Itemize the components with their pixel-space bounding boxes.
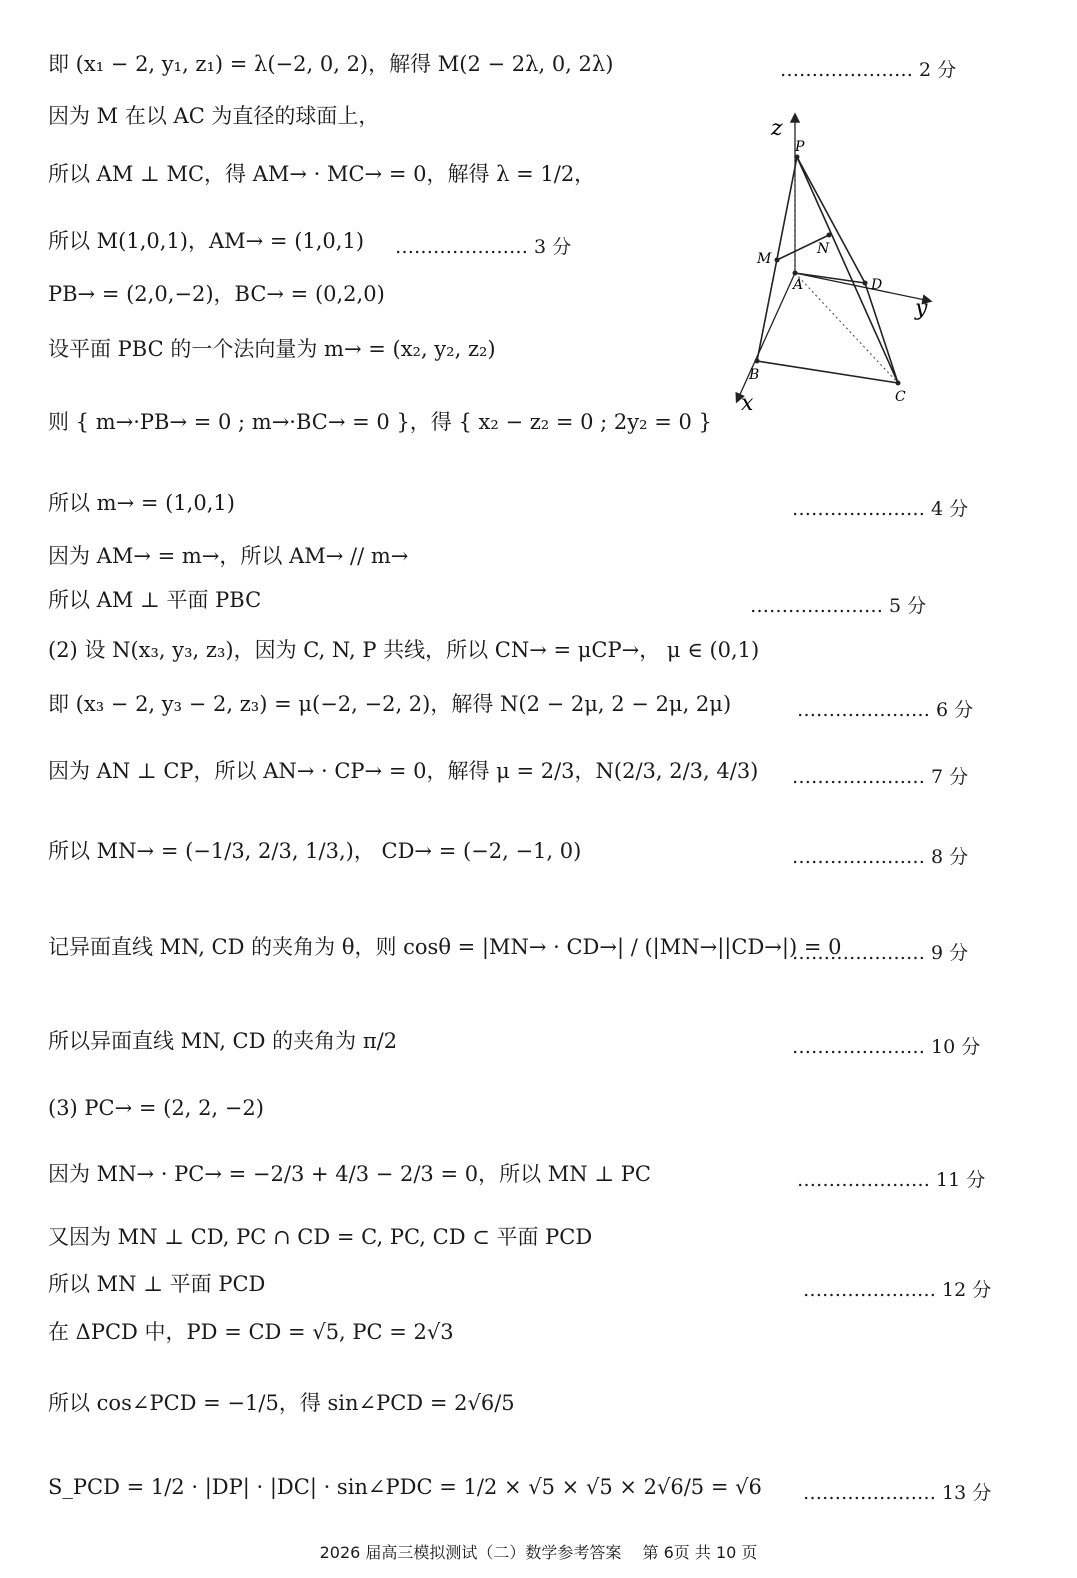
edge-BC	[757, 361, 898, 383]
footer-page: 第 6页 共 10 页	[642, 1543, 758, 1562]
edge-AD	[795, 273, 865, 283]
points-4: ………………… 4 分	[792, 498, 969, 520]
points-11: ………………… 11 分	[797, 1169, 986, 1191]
label-B: B	[749, 367, 760, 383]
label-C: C	[895, 389, 906, 405]
line-3: 所以 AM ⊥ MC，得 AM→ · MC→ = 0，解得 λ = 1/2，	[48, 162, 596, 186]
line-12: 即 (x₃ − 2, y₃ − 2, z₃) = μ(−2, −2, 2)，解得 N(2 − 2μ, 2 − 2μ, 2μ)	[48, 692, 732, 716]
line-2: 因为 M 在以 AC 为直径的球面上，	[48, 104, 380, 128]
line-17: (3) PC→ = (2, 2, −2)	[48, 1096, 264, 1120]
footer-title: 2026 届高三模拟测试（二）数学参考答案	[319, 1543, 622, 1562]
label-P: P	[795, 139, 805, 155]
line-14: 所以 MN→ = (−1/3, 2/3, 1/3,)， CD→ = (−2, −1, 0)	[48, 839, 582, 863]
line-11: (2) 设 N(x₃, y₃, z₃)，因为 C, N, P 共线，所以 CN→ = μCP→， μ ∈ (0,1)	[48, 638, 760, 662]
points-10: ………………… 10 分	[792, 1036, 981, 1058]
line-4: 所以 M(1,0,1)，AM→ = (1,0,1)	[48, 229, 365, 253]
label-A: A	[793, 277, 804, 293]
points-2: ………………… 2 分	[780, 59, 957, 81]
x-axis	[737, 273, 795, 401]
line-18: 因为 MN→ · PC→ = −2/3 + 4/3 − 2/3 = 0，所以 MN ⊥ PC	[48, 1162, 651, 1186]
label-N: N	[817, 241, 830, 257]
points-8: ………………… 8 分	[792, 846, 969, 868]
points-5: ………………… 5 分	[750, 595, 927, 617]
label-x: x	[741, 391, 754, 416]
line-6: 设平面 PBC 的一个法向量为 m→ = (x₂, y₂, z₂)	[48, 337, 496, 361]
points-7: ………………… 7 分	[792, 766, 969, 788]
line-16: 所以异面直线 MN, CD 的夹角为 π/2	[48, 1029, 398, 1053]
line-8: 所以 m→ = (1,0,1)	[48, 491, 235, 515]
label-z: z	[771, 116, 783, 141]
points-9: ………………… 9 分	[792, 942, 969, 964]
pyramid-figure	[725, 105, 965, 425]
line-22: 所以 cos∠PCD = −1/5，得 sin∠PCD = 2√6/5	[48, 1391, 515, 1415]
edge-PD	[797, 157, 865, 283]
label-D: D	[871, 277, 883, 293]
edge-DC	[865, 283, 898, 383]
label-M: M	[757, 251, 772, 267]
line-9: 因为 AM→ = m→，所以 AM→ // m→	[48, 544, 409, 568]
edge-PC	[797, 157, 898, 383]
label-y: y	[915, 296, 928, 321]
line-5: PB→ = (2,0,−2)，BC→ = (0,2,0)	[48, 282, 385, 306]
line-10: 所以 AM ⊥ 平面 PBC	[48, 588, 262, 612]
line-1: 即 (x₁ − 2, y₁, z₁) = λ(−2, 0, 2)，解得 M(2 − 2λ, 0, 2λ)	[48, 52, 614, 76]
points-13: ………………… 13 分	[803, 1482, 992, 1504]
line-21: 在 ΔPCD 中，PD = CD = √5, PC = 2√3	[48, 1320, 454, 1344]
line-23: S_PCD = 1/2 · |DP| · |DC| · sin∠PDC = 1/2 × √5 × √5 × 2√6/5 = √6	[48, 1475, 762, 1499]
points-12: ………………… 12 分	[803, 1279, 992, 1301]
page-footer	[0, 1540, 1077, 1563]
line-19: 又因为 MN ⊥ CD, PC ∩ CD = C, PC, CD ⊂ 平面 PCD	[48, 1225, 593, 1249]
points-3: ………………… 3 分	[395, 236, 572, 258]
line-15: 记异面直线 MN, CD 的夹角为 θ，则 cosθ = |MN→ · CD→| / (|MN→||CD→|) = 0	[48, 935, 842, 959]
line-7: 则 { m→·PB→ = 0 ; m→·BC→ = 0 }，得 { x₂ − z₂ = 0 ; 2y₂ = 0 }	[48, 410, 712, 434]
line-13: 因为 AN ⊥ CP，所以 AN→ · CP→ = 0，解得 μ = 2/3，N(2/3, 2/3, 4/3)	[48, 759, 759, 783]
line-20: 所以 MN ⊥ 平面 PCD	[48, 1272, 266, 1296]
points-6: ………………… 6 分	[797, 699, 974, 721]
